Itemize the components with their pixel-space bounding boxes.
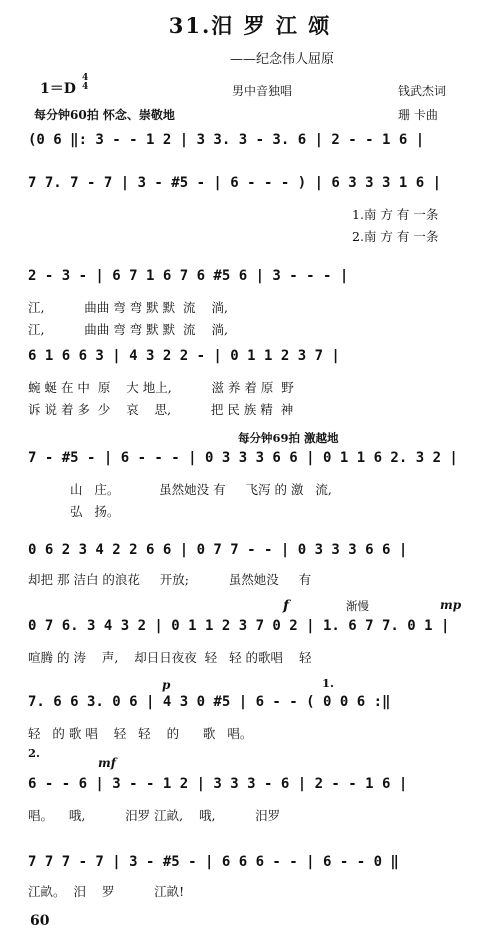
lyric-verse-2: 江, 曲曲 弯 弯 默 默 流 淌, (28, 322, 228, 337)
lyric-verse-1: 江, 曲曲 弯 弯 默 默 流 淌, (28, 300, 228, 315)
composer: 珊 卡曲 (398, 108, 438, 122)
notation-line: 7. 6 6 3. 0 6 | 4 3 0 #5 | 6 - - ( 0 0 6 :‖ (28, 694, 391, 710)
lyric-verse-2: 诉 说 着 多 少 哀 思, 把 民 族 精 神 (28, 402, 294, 417)
key-signature: 1＝D (40, 81, 76, 97)
notation-line: 6 1 6 6 3 | 4 3 2 2 - | 0 1 1 2 3 7 | (28, 348, 340, 364)
lyric-verse-2: 2.南 方 有 一条 (352, 229, 439, 244)
lyric-verse-2: 弘 扬。 (70, 504, 120, 519)
tempo-marking-2: 每分钟69拍 激越地 (238, 431, 339, 445)
dynamic-mezzo-piano: mp (440, 598, 462, 612)
lyric-verse-1: 轻 的 歌 唱 轻 轻 的 歌 唱。 (28, 726, 253, 741)
volta-ending-2: 2. (28, 746, 41, 760)
notation-line: 7 - #5 - | 6 - - - | 0 3 3 3 6 6 | 0 1 1 6 2. 3 2 | (28, 450, 458, 466)
lyric-verse-1: 江畝。 汨 罗 江畝! (28, 884, 185, 899)
time-signature: 4 4 (82, 73, 89, 92)
lyricist: 钱武杰词 (398, 84, 447, 98)
song-subtitle: ——纪念伟人屈原 (230, 52, 335, 67)
dynamic-forte: f (283, 598, 290, 614)
notation-line: 7 7. 7 - 7 | 3 - #5 - | 6 - - - ) | 6 3 3 3 1 6 | (28, 175, 442, 191)
notation-line: 6 - - 6 | 3 - - 1 2 | 3 3 3 - 6 | 2 - - 1 6 | (28, 776, 408, 792)
volta-ending-1: 1. (322, 676, 335, 690)
lyric-verse-1: 1.南 方 有 一条 (352, 207, 439, 222)
lyric-verse-1: 喧腾 的 涛 声, 却日日夜夜 轻 轻 的歌唱 轻 (28, 650, 312, 665)
dynamic-mezzo-forte: mf (98, 756, 116, 770)
ritardando-marking: 渐慢 (346, 599, 369, 613)
notation-line: (0 6 ‖: 3 - - 1 2 | 3 3. 3 - 3. 6 | 2 - - 1 6 | (28, 132, 425, 148)
tempo-marking: 每分钟60拍 怀念、崇敬地 (34, 108, 175, 122)
dynamic-piano: p (162, 678, 171, 692)
lyric-verse-1: 却把 那 洁白 的浪花 开放; 虽然她没 有 (28, 572, 312, 587)
notation-line: 7 7 7 - 7 | 3 - #5 - | 6 6 6 - - | 6 - - 0 ‖ (28, 854, 399, 870)
notation-line: 2 - 3 - | 6 7 1 6 7 6 #5 6 | 3 - - - | (28, 268, 349, 284)
lyric-verse-1: 唱。 哦, 汨罗 江畝, 哦, 汨罗 (28, 808, 281, 823)
voice-type: 男中音独唱 (232, 84, 293, 98)
lyric-verse-1: 山 庄。 虽然她没 有 飞泻 的 激 流, (70, 482, 332, 497)
lyric-verse-1: 蜿 蜒 在 中 原 大 地上, 滋 养 着 原 野 (28, 380, 294, 395)
notation-line: 0 7 6. 3 4 3 2 | 0 1 1 2 3 7 0 2 | 1. 6 7 7. 0 1 | (28, 618, 450, 634)
song-title: 31.汨 罗 江 颂 (168, 13, 332, 38)
notation-line: 0 6 2 3 4 2 2 6 6 | 0 7 7 - - | 0 3 3 3 6 6 | (28, 542, 408, 558)
page-number: 60 (30, 913, 50, 929)
